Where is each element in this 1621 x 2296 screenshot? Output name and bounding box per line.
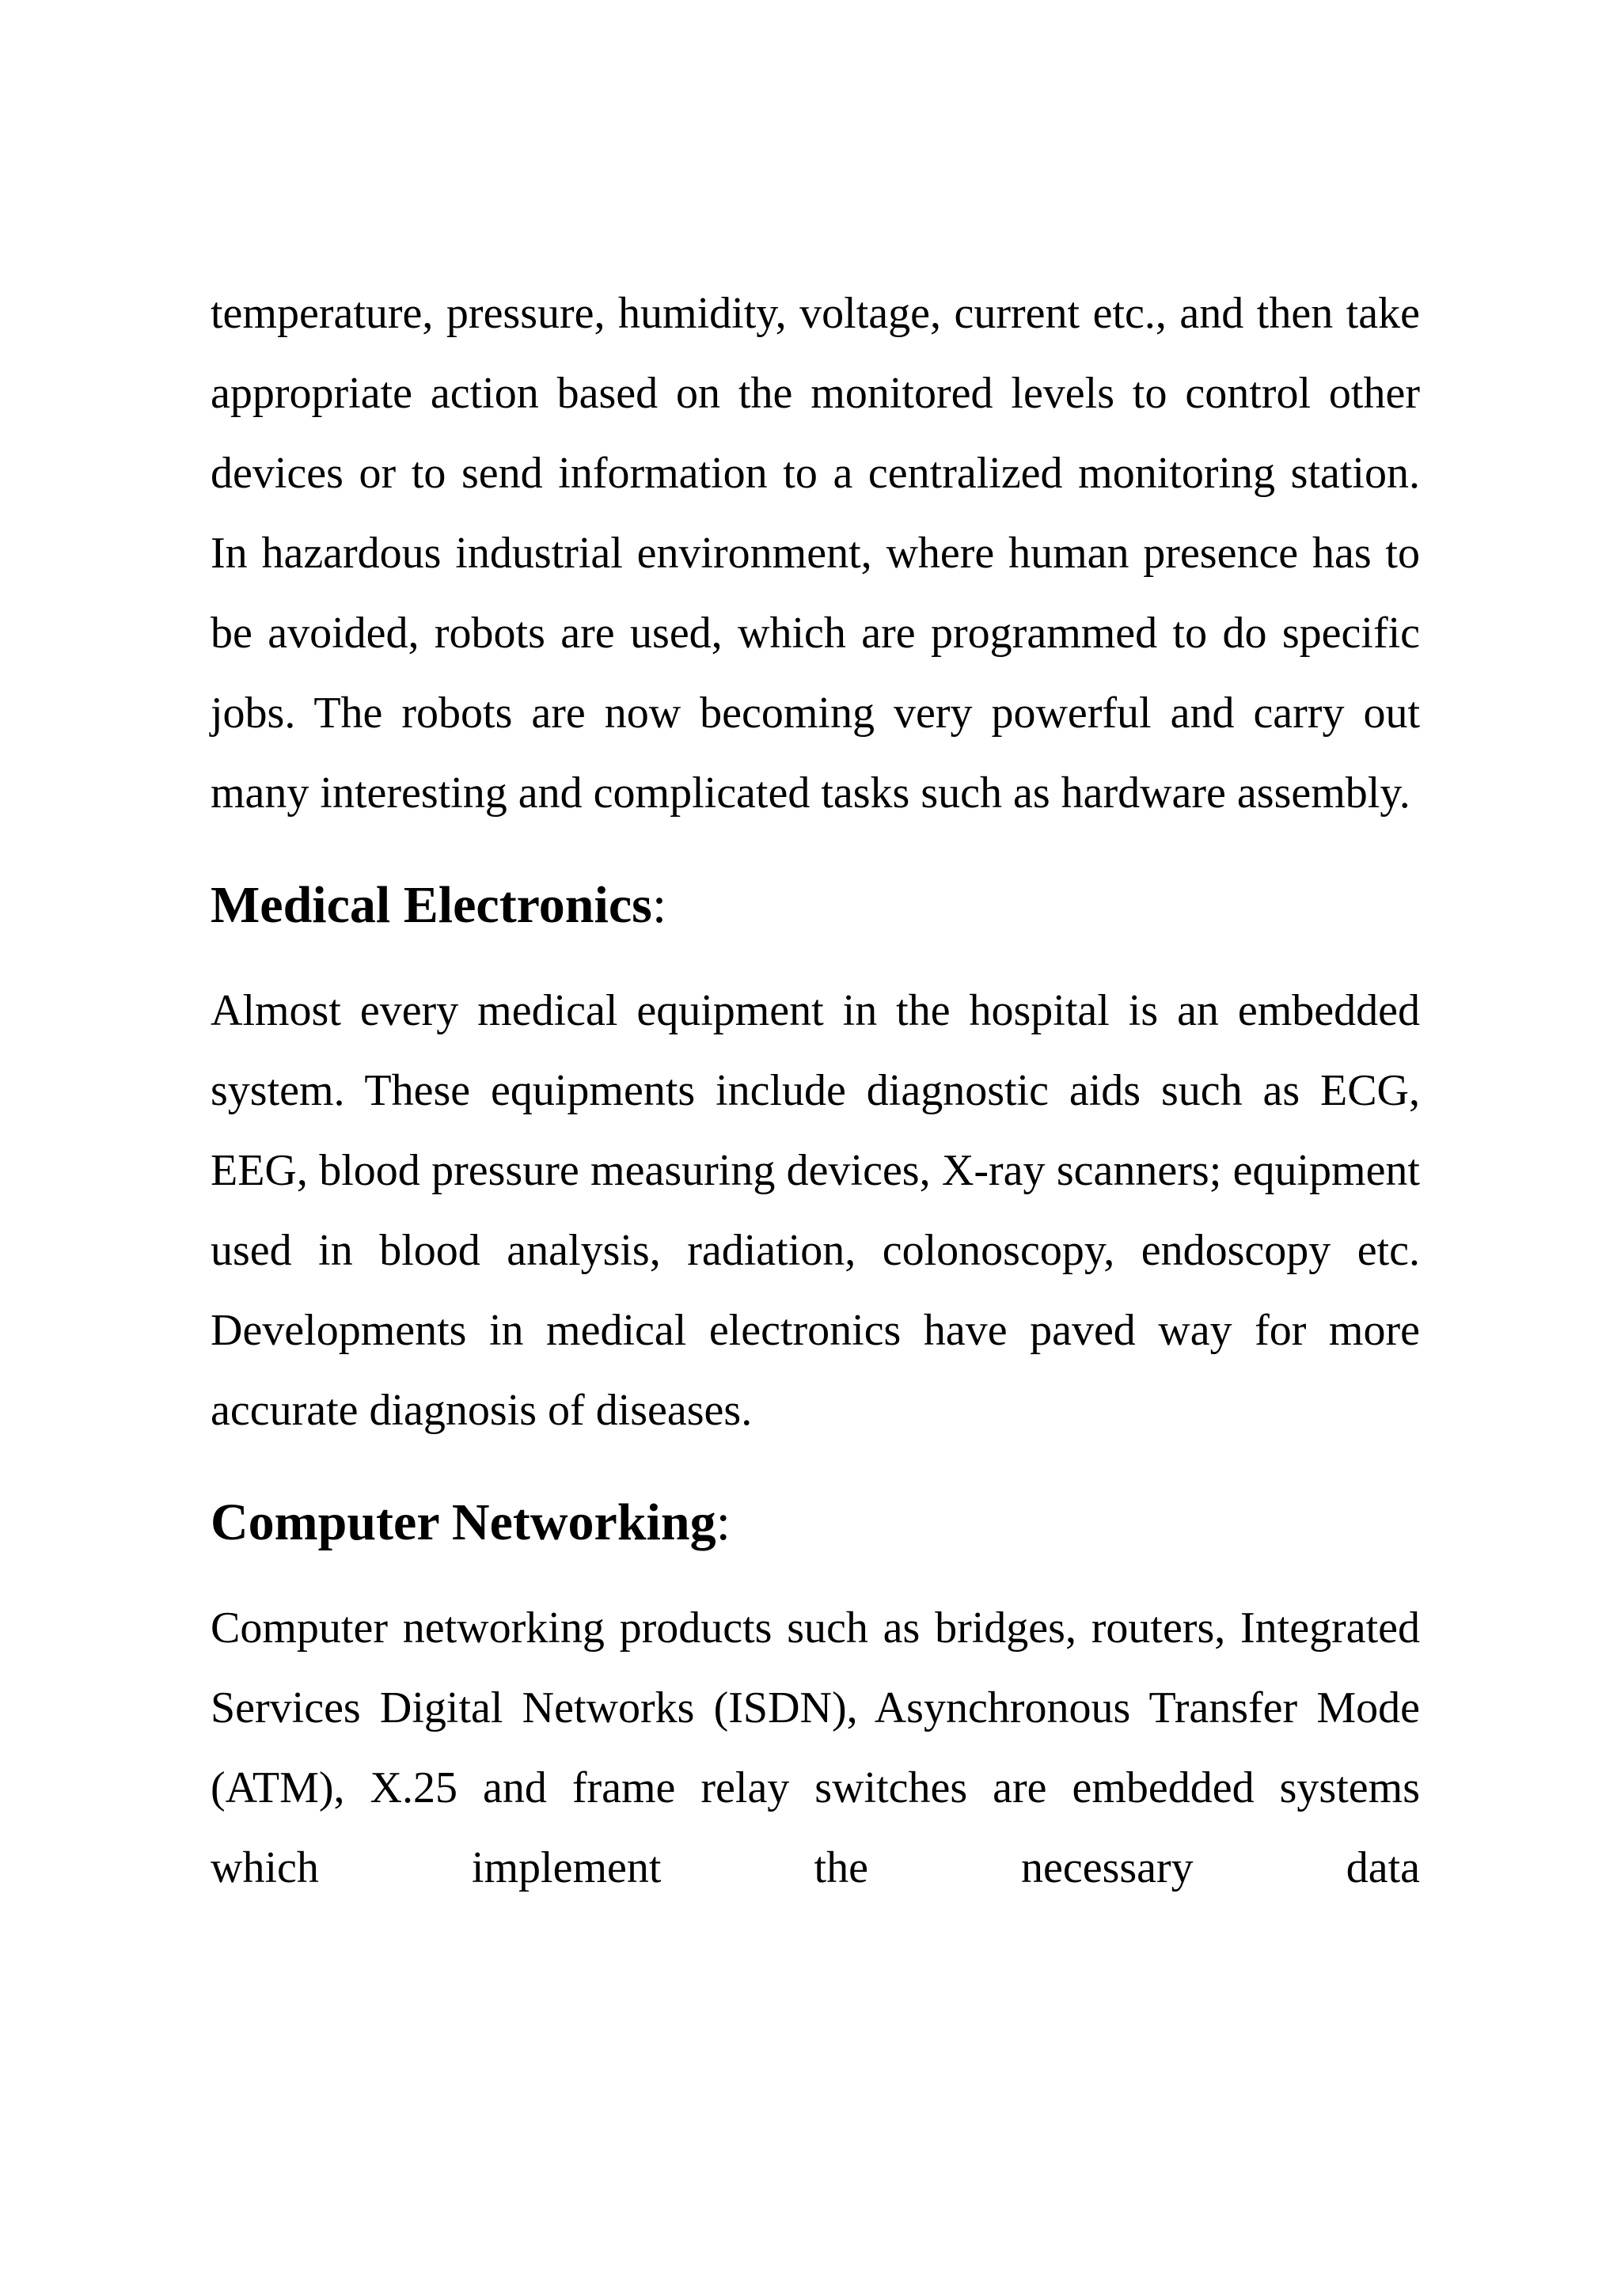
computer-networking-heading: [211, 1493, 1420, 1551]
computer-networking-paragraph: Computer networking products such as bridges, routers, Integrated Services Digital Networks (ISDN), Asynchronous Transfer Mode (ATM), X.25 and frame relay switches are embedded systems which implement the necessary data: [211, 1603, 1420, 1892]
computer-networking-heading-title: Computer Networking: [211, 1493, 716, 1551]
page-content: [211, 274, 1420, 1908]
medical-electronics-heading-colon: :: [651, 876, 667, 934]
medical-electronics-heading: [211, 876, 1420, 934]
medical-electronics-heading-title: Medical Electronics: [211, 876, 652, 934]
medical-electronics-paragraph: Almost every medical equipment in the hospital is an embedded system. These equipments include diagnostic aids such as ECG, EEG, blood pressure measuring devices, X-ray scanners; equipment used in blood analysis, radiation, colonoscopy, endoscopy etc. Developments in medical electronics have paved way for more accurate diagnosis of diseases.: [211, 986, 1420, 1435]
intro-paragraph: temperature, pressure, humidity, voltage, current etc., and then take appropriate action based on the monitored levels to control other devices or to send information to a centralized monitoring station. In hazardous industrial environment, where human presence has to be avoided, robots are used, which are programmed to do specific jobs. The robots are now becoming very powerful and carry out many interesting and complicated tasks such as hardware assembly.: [211, 289, 1420, 818]
computer-networking-heading-colon: :: [716, 1493, 731, 1551]
